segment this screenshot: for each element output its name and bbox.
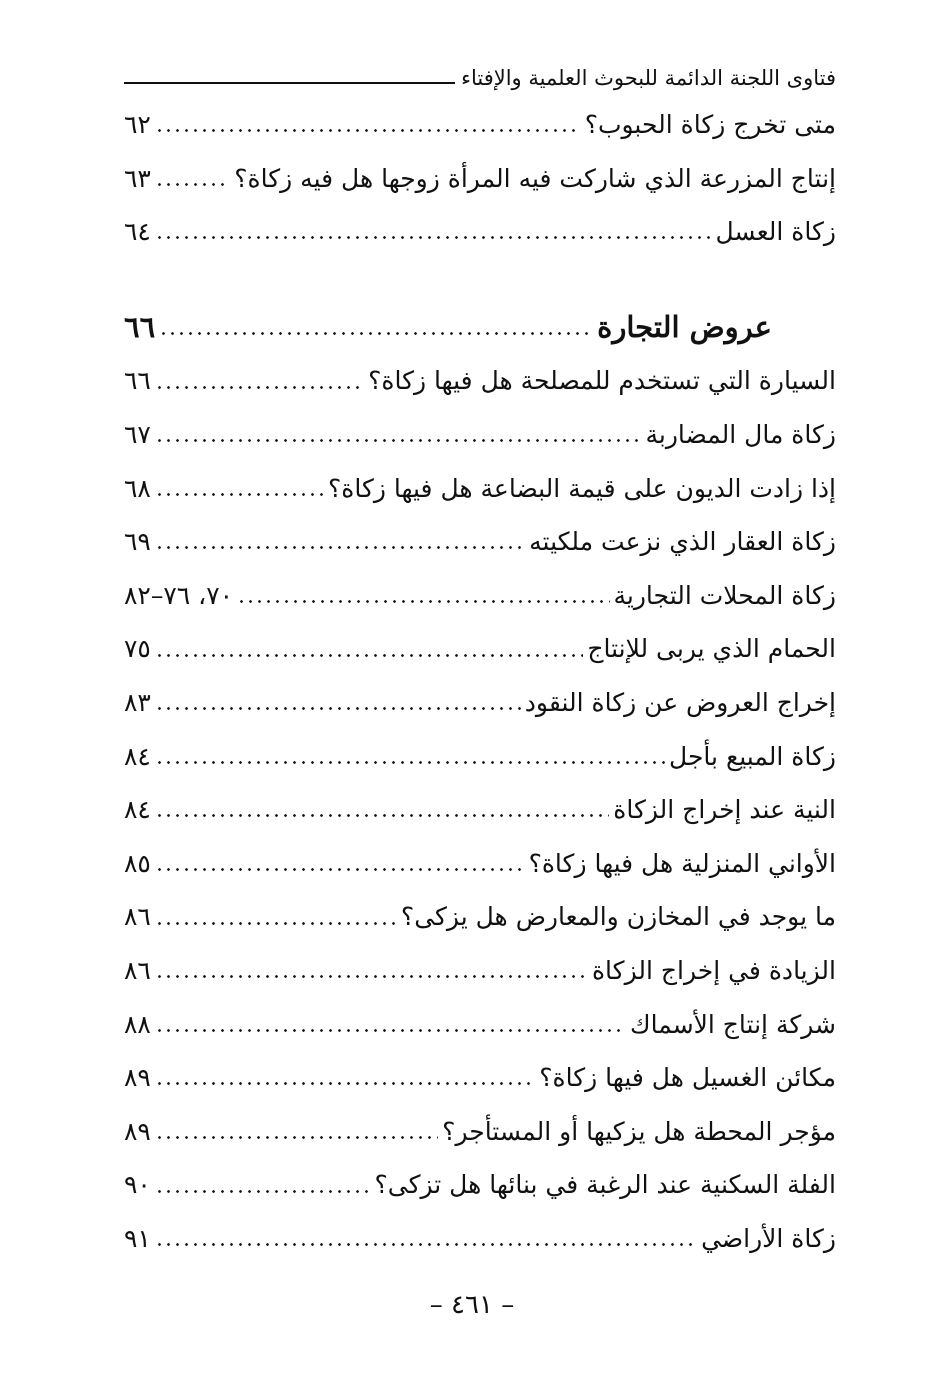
toc-entry: إخراج العروض عن زكاة النقود ٨٣ — [124, 687, 836, 717]
toc-entry: الحمام الذي يربى للإنتاج ٧٥ — [124, 634, 836, 664]
running-head-rule — [124, 82, 455, 84]
toc-entry: السيارة التي تستخدم للمصلحة هل فيها زكاة؟ ٦٦ — [124, 366, 836, 396]
toc-entry: الأواني المنزلية هل فيها زكاة؟ ٨٥ — [124, 848, 836, 878]
running-head-title: فتاوى اللجنة الدائمة للبحوث العلمية والإفتاء — [461, 66, 836, 90]
toc-entry: متى تخرج زكاة الحبوب؟ ٦٢ — [124, 110, 836, 139]
toc-entry: مكائن الغسيل هل فيها زكاة؟ ٨٩ — [124, 1063, 836, 1093]
toc-entry: زكاة العسل ٦٤ — [124, 217, 836, 247]
toc-entry: النية عند إخراج الزكاة ٨٤ — [124, 795, 836, 825]
section-spacer — [124, 259, 836, 301]
page-number: – ٤٦١ – — [429, 1290, 515, 1320]
toc-entry: شركة إنتاج الأسماك ٨٨ — [124, 1009, 836, 1039]
toc-entry: زكاة مال المضاربة ٦٧ — [124, 419, 836, 449]
running-head — [124, 52, 836, 92]
toc-entry: زكاة المبيع بأجل ٨٤ — [124, 741, 836, 771]
toc-entry: إذا زادت الديون على قيمة البضاعة هل فيها زكاة؟ ٦٨ — [124, 473, 836, 503]
toc-entry: زكاة العقار الذي نزعت ملكيته ٦٩ — [124, 527, 836, 557]
toc-section-heading: عروض التجارة ٦٦ — [124, 309, 772, 344]
toc-entry: إنتاج المزرعة الذي شاركت فيه المرأة زوجها هل فيه زكاة؟ ٦٣ — [124, 163, 836, 193]
toc-entry: زكاة الأراضي ٩١ — [124, 1223, 836, 1253]
toc-entry: ما يوجد في المخازن والمعارض هل يزكى؟ ٨٦ — [124, 902, 836, 932]
toc-entry: الفلة السكنية عند الرغبة في بنائها هل تزكى؟ ٩٠ — [124, 1170, 836, 1200]
toc-entry: زكاة المحلات التجارية ٧٠، ٧٦–٨٢ — [124, 580, 836, 610]
toc-entry: الزيادة في إخراج الزكاة ٨٦ — [124, 955, 836, 985]
table-of-contents — [124, 98, 836, 1265]
toc-entry: مؤجر المحطة هل يزكيها أو المستأجر؟ ٨٩ — [124, 1116, 836, 1146]
